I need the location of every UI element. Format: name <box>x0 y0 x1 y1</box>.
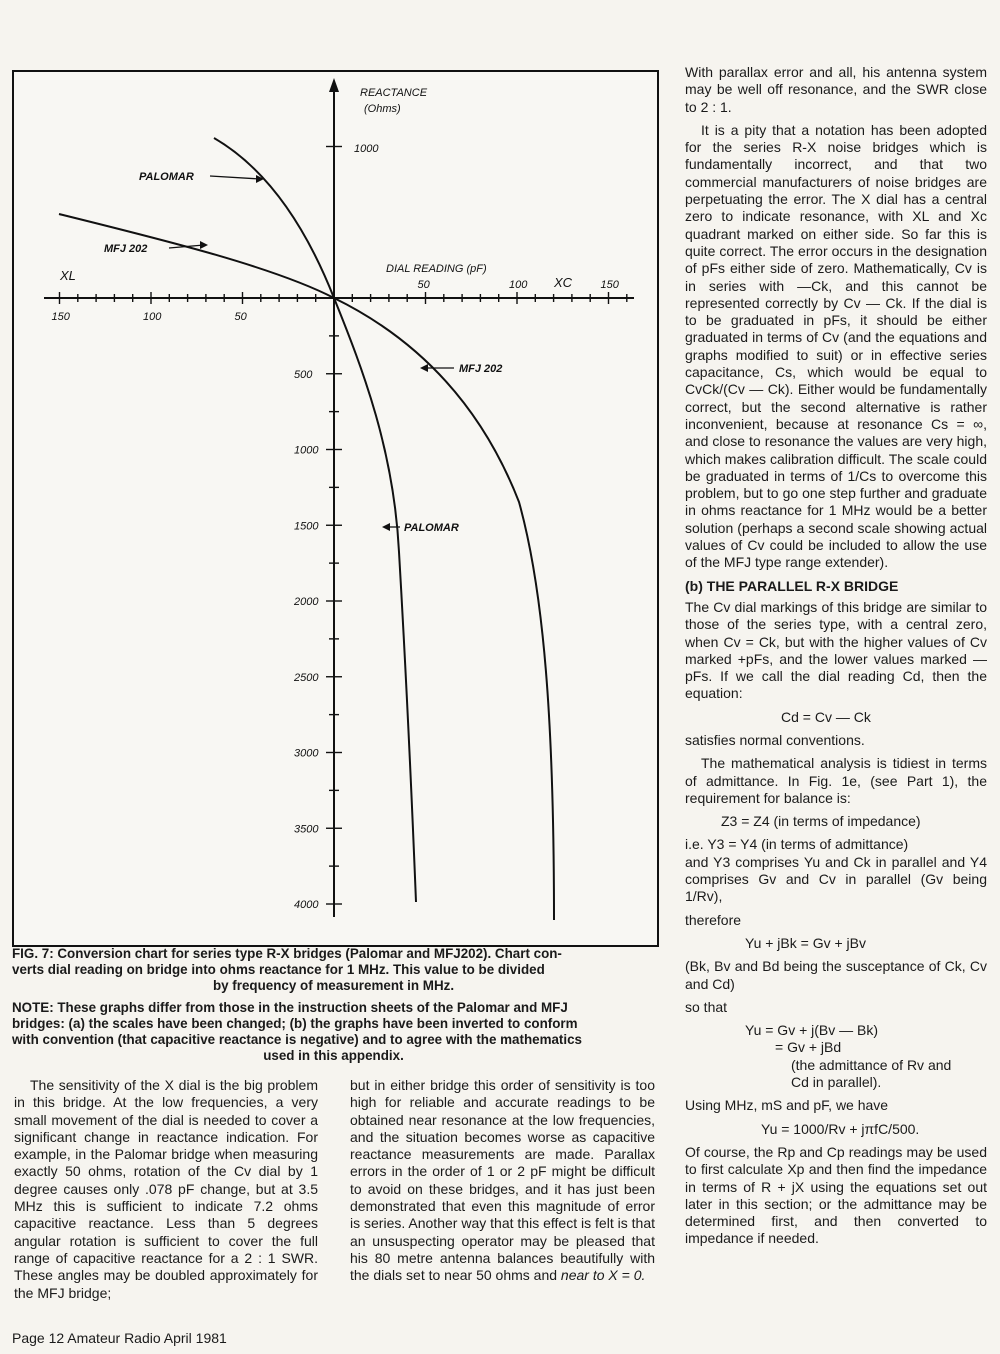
xl-label: XL <box>60 268 76 283</box>
y-tick-label: 2500 <box>294 671 319 684</box>
conversion-chart-svg <box>14 72 657 945</box>
equation-cd: Cd = Cv — Ck <box>781 708 871 725</box>
equation-yu1: Yu + jBk = Gv + jBv <box>745 934 867 951</box>
xc-label: XC <box>554 275 573 290</box>
note-line-1: NOTE: These graphs differ from those in the instruction sheets of the Palomar and MFJ <box>12 1000 568 1015</box>
y-tick-label: 3500 <box>294 823 319 836</box>
x-tick-label: 150 <box>600 279 619 291</box>
figure-note <box>12 1000 655 1064</box>
caption-line-3: by frequency of measurement in MHz. <box>212 978 455 993</box>
y-tick-up-label: 1000 <box>354 143 379 155</box>
mfj202-curve <box>59 214 554 920</box>
equation-yu4: Yu = 1000/Rv + jπfC/500. <box>761 1120 920 1137</box>
y-tick-label: 2000 <box>294 596 319 608</box>
equation-z: Z3 = Z4 (in terms of impedance) <box>721 813 921 830</box>
axis-ticks <box>60 147 627 905</box>
col3-p4: satisfies normal conventions. <box>685 731 865 748</box>
y-tick-label: 3000 <box>294 747 319 760</box>
col3-p5: The mathematical analysis is tidiest in terms of admittance. In Fig. 1e, (see Part 1), the requirement for balance is: <box>685 755 987 806</box>
section-heading: (b) THE PARALLEL R-X BRIDGE <box>685 577 899 594</box>
x-axis-label: DIAL READING (pF) <box>386 263 487 275</box>
note-line-3: with convention (that capacitive reactance is negative) and to agree with the mathematics <box>12 1032 582 1047</box>
equation-note-2: Cd in parallel). <box>791 1074 882 1091</box>
x-tick-label: 150 <box>51 311 70 323</box>
column-1 <box>14 1077 318 1308</box>
col3-p6a: i.e. Y3 = Y4 (in terms of admittance) <box>685 836 909 853</box>
palomar-upper-label: PALOMAR <box>139 171 194 183</box>
x-tick-label: 100 <box>143 311 162 323</box>
col2-paragraph <box>350 1077 655 1285</box>
palomar-upper-arrow <box>210 176 260 179</box>
figure-caption <box>12 946 655 994</box>
palomar-lower-label: PALOMAR <box>404 522 459 534</box>
y-tick-labels <box>293 369 319 911</box>
mfj-upper-label: MFJ 202 <box>104 243 148 255</box>
col3-p8: (Bk, Bv and Bd being the susceptance of Ck, Cv and Cd) <box>685 958 987 992</box>
y-tick-label: 1000 <box>294 444 319 457</box>
equation-yu3: = Gv + jBd <box>775 1039 842 1056</box>
y-tick-label: 1500 <box>294 520 319 533</box>
caption-line-2: verts dial reading on bridge into ohms reactance for 1 MHz. This value to be divided <box>12 962 545 977</box>
col3-p9: so that <box>685 998 728 1015</box>
col1-paragraph: The sensitivity of the X dial is the big problem in this bridge. At the low frequencies, a very small movement of the dial is needed to cover a significant change in reactance indication. For example, in the Palomar bridge when measuring exactly 50 ohms, rotation of the Cv dial by 1 degree causes only .078 pF change, but at 3.5 MHz this is sufficient to indicate 7.2 ohms capacitive reactance. Less than 5 degrees angular rotation is sufficient to cover the full range of capacitive reactance for a 2 : 1 SWR. These angles may be doubled approximately for the MFJ bridge; <box>14 1077 318 1301</box>
x-tick-label: 50 <box>417 279 430 291</box>
col3-p3: The Cv dial markings of this bridge are similar to those of the series type, with a central zero, when Cv = Ck, but with the higher values of Cv marked +pFs, and the lower values marked —pFs. If we call the dial reading Cd, then the equation: <box>685 598 987 702</box>
y-tick-label: 500 <box>294 368 313 381</box>
equation-yu2: Yu = Gv + j(Bv — Bk) <box>745 1022 879 1039</box>
note-line-2: bridges: (a) the scales have been changed; (b) the graphs have been inverted to conform <box>12 1016 578 1031</box>
col3-p1: With parallax error and all, his antenna system may be well off resonance, and the SWR close to 2 : 1. <box>685 64 987 115</box>
y-tick-label: 4000 <box>294 899 319 911</box>
figure-7-chart <box>12 70 659 947</box>
col3-p7: therefore <box>685 911 742 928</box>
note-line-4: used in this appendix. <box>263 1048 404 1063</box>
col3-p6b: and Y3 comprises Yu and Ck in parallel and Y4 comprises Gv and Cv in parallel (Gv being 1/Rv), <box>685 853 987 905</box>
equation-note-1: (the admittance of Rv and <box>791 1056 952 1073</box>
x-tick-label: 50 <box>234 311 247 323</box>
col3-p11: Of course, the Rp and Cp readings may be used to first calculate Xp and then find the impedance in terms of R + jX using the equations set out later in this section; or the admittance may be determined first, and then converted to impedance if needed. <box>685 1143 987 1247</box>
page-footer: Page 12 Amateur Radio April 1981 <box>12 1330 227 1346</box>
x-tick-label: 100 <box>509 279 528 291</box>
caption-line-1: FIG. 7: Conversion chart for series type R-X bridges (Palomar and MFJ202). Chart con- <box>12 946 562 961</box>
col3-p2: It is a pity that a notation has been adopted for the series R-X noise bridges which is fundamentally incorrect, and that two commercial manufacturers of noise bridges are perpetuating the error. The X dial has a central zero to indicate resonance, with XL and Xc quadrant marked on either side. So far this is quite correct. The error occurs in the designation of pFs either side of zero. Mathematically, Cv is in series with —Ck, and this cannot be represented correctly by Cv — Ck. If the dial is to be graduated in pFs, it should be either graduated in terms of Cv (and the equations and graphs modified to suit) or in effective series capacitance, Cs, which would be equal to CvCk/(Cv — Ck). Either would be fundamentally correct, but the second alternative is rather inconvenient, because at resonance Cs = ∞, and close to resonance the values are very high, which makes calibration difficult. The scale could be graduated in terms of 1/Cs to overcome this problem, but to go one step further and graduate in ohms reactance for 1 MHz would be a better solution (perhaps a second scale showing actual values of Cv could be included to allow the use of the MFJ type range extender). <box>685 121 987 571</box>
y-axis-arrow <box>329 78 339 92</box>
y-axis-label-1: REACTANCE <box>360 87 428 99</box>
y-axis-label-2: (Ohms) <box>364 103 401 115</box>
col3-p10: Using MHz, mS and pF, we have <box>685 1097 889 1114</box>
mfj-lower-label: MFJ 202 <box>459 363 503 375</box>
col2-text: but in either bridge this order of sensitivity is too high for reliable and accurate readings to be obtained near resonance at the low frequencies, and the situation becomes worse as capacitive reactance measurements are made. Parallax errors in the order of 1 or 2 pF might be difficult to avoid on these bridges, and it has just been demonstrated that even this magnitude of error is series. Another way that this effect is felt is that an unsuspecting operator may be pleased that his 80 metre antenna balances beautifully with the dials set to near 50 ohms and <box>350 1077 655 1284</box>
column-2 <box>350 1077 655 1291</box>
col2-italic-text: near to X = 0. <box>560 1267 646 1284</box>
column-3 <box>685 64 987 1254</box>
